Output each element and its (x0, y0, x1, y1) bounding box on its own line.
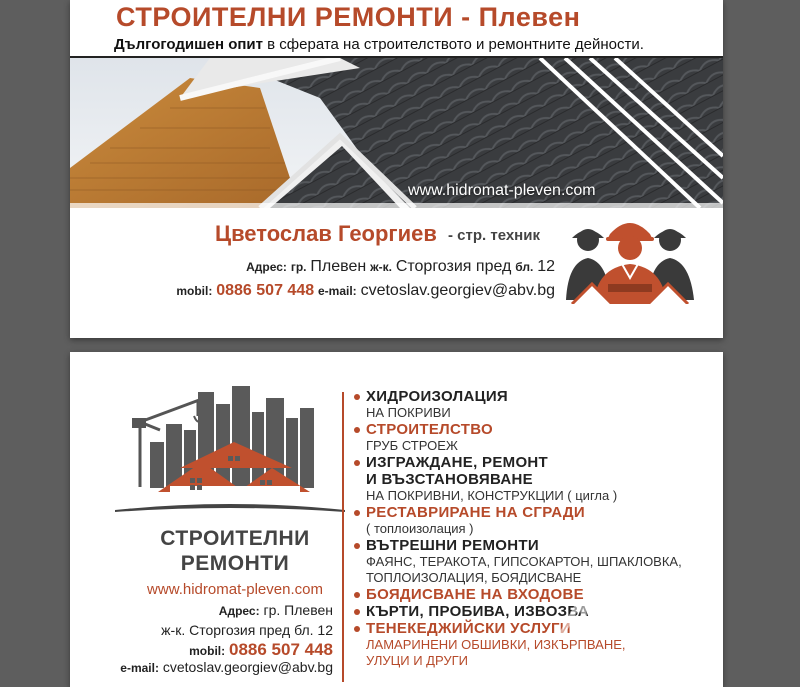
brand-line-1: СТРОИТЕЛНИ (160, 527, 310, 550)
bullet-icon (354, 592, 360, 598)
mobile-label: mobil: (176, 284, 213, 298)
bullet-icon (354, 460, 360, 466)
back-mobile-label: mobil: (189, 644, 226, 658)
service-title: ВЪТРЕШНИ РЕМОНТИ (366, 537, 539, 554)
address-city-prefix: гр. (290, 260, 307, 274)
address-city: Плевен (310, 258, 367, 275)
service-item (354, 421, 714, 454)
email-address[interactable]: cvetoslav.georgiev@abv.bg (360, 282, 555, 299)
service-item (354, 388, 714, 421)
vertical-divider (342, 392, 344, 682)
bullet-icon (354, 394, 360, 400)
back-email-address[interactable]: cvetoslav.georgiev@abv.bg (162, 659, 333, 675)
service-detail: ФАЯНС, ТЕРАКОТА, ГИПСОКАРТОН, ШПАКЛОВКА, (366, 554, 682, 569)
bullet-icon (354, 543, 360, 549)
back-website-url[interactable]: www.hidromat-pleven.com (147, 581, 323, 598)
bullet-icon (354, 427, 360, 433)
bullet-icon (354, 510, 360, 516)
service-title: ИЗГРАЖДАНЕ, РЕМОНТ (366, 454, 549, 471)
back-mobile-number[interactable]: 0886 507 448 (229, 640, 333, 659)
service-title: СТРОИТЕЛСТВО (366, 421, 493, 438)
person-role: - стр. техник (448, 227, 540, 244)
city-construction-logo (110, 382, 350, 522)
service-title: БОЯДИСВАНЕ НА ВХОДОВЕ (366, 586, 584, 603)
back-address-label: Адрес: (218, 604, 260, 618)
service-detail: ( топлоизолация ) (366, 521, 474, 536)
business-card-front (70, 0, 723, 338)
address-block-prefix: бл. (515, 260, 534, 274)
person-name: Цветослав Георгиев (215, 221, 437, 246)
address-block: 12 (537, 258, 555, 275)
address-label: Адрес: (246, 260, 287, 274)
service-detail: НА ПОКРИВИ (366, 405, 451, 420)
service-item (354, 504, 714, 537)
service-item (354, 454, 714, 504)
service-detail: ГРУБ СТРОЕЖ (366, 438, 458, 453)
hero-website-url[interactable]: www.hidromat-pleven.com (408, 182, 596, 199)
front-contact (176, 282, 555, 300)
front-title: СТРОИТЕЛНИ РЕМОНТИ - Плевен (116, 2, 581, 32)
address-district-prefix: ж-к. (370, 260, 392, 274)
bullet-icon (354, 609, 360, 615)
address-district: Сторгозия пред (395, 258, 512, 275)
front-subtitle (114, 36, 644, 53)
back-email (120, 659, 333, 675)
back-email-label: e-mail: (120, 661, 159, 675)
service-detail: НА ПОКРИВНИ, КОНСТРУКЦИИ ( цигла ) (366, 488, 618, 503)
service-item (354, 537, 714, 586)
service-title: РЕСТАВРИРАНЕ НА СГРАДИ (366, 504, 585, 521)
front-subtitle-bold: Дългогодишен опит (114, 36, 263, 53)
service-title: КЪРТИ, ПРОБИВА, ИЗВОЗВА (366, 603, 589, 620)
mobile-number[interactable]: 0886 507 448 (216, 282, 315, 299)
workers-icon (566, 212, 696, 304)
brand-line-2: РЕМОНТИ (180, 552, 290, 575)
back-mobile (189, 640, 333, 660)
roof-illustration (70, 58, 723, 208)
back-address-line-2: ж-к. Сторгозия пред бл. 12 (161, 622, 333, 638)
back-address-value: гр. Плевен (263, 602, 333, 618)
service-detail: ТОПЛОИЗОЛАЦИЯ, БОЯДИСВАНЕ (366, 570, 582, 585)
service-title-cont: И ВЪЗСТАНОВЯВАНЕ (366, 471, 533, 488)
back-brand (120, 526, 350, 576)
front-subtitle-rest: в сферата на строителството и ремонтните дейности. (262, 36, 644, 53)
roof-hero-image (70, 58, 723, 208)
service-title: ТЕНЕКЕДЖИЙСКИ УСЛУГИ (366, 620, 571, 637)
service-detail: УЛУЦИ И ДРУГИ (366, 653, 468, 668)
back-address-line-1 (219, 602, 333, 618)
service-title: ХИДРОИЗОЛАЦИЯ (366, 388, 508, 405)
bullet-icon (354, 626, 360, 632)
watermark: AVR (560, 591, 666, 643)
service-detail: ЛАМАРИНЕНИ ОБШИВКИ, ИЗКЪРПВАНЕ, (366, 637, 626, 652)
front-address (246, 258, 555, 276)
email-label: e-mail: (318, 284, 357, 298)
